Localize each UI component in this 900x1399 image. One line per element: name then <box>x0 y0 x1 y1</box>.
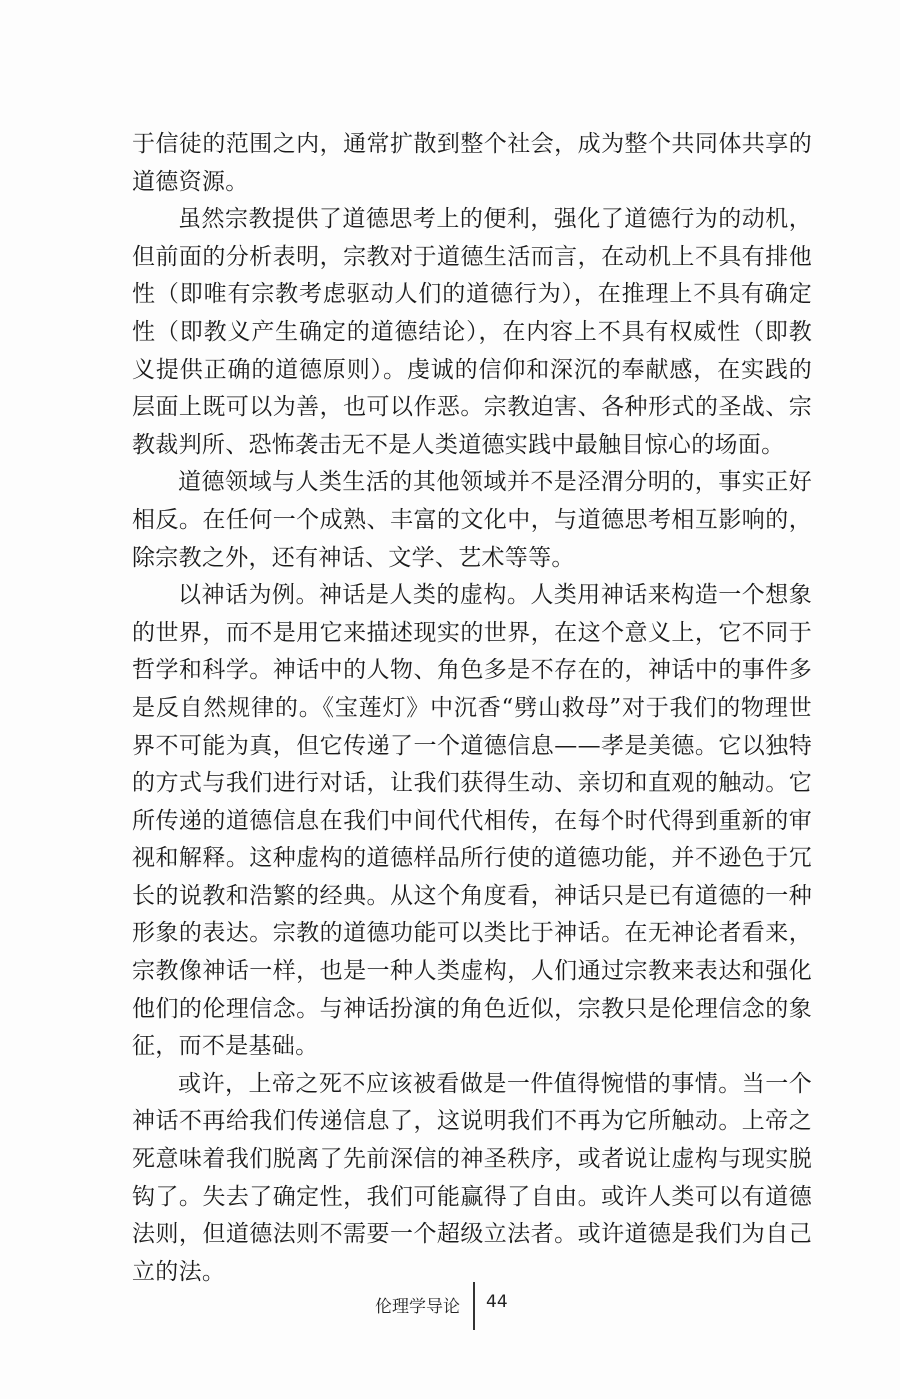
footer-divider <box>473 1282 475 1330</box>
page-number: 44 <box>486 1292 508 1312</box>
paragraph-religion-morality: 虽然宗教提供了道德思考上的便利，强化了道德行为的动机，但前面的分析表明，宗教对于道德生活而言，在动机上不具有排他性（即唯有宗教考虑驱动人们的道德行为），在推理上不具有确定性（即教义产生确定的道德结论），在内容上不具有权威性（即教义提供正确的道德原则）。虔诚的信仰和深沉的奉献感，在实践的层面上既可以为善，也可以作恶。宗教迫害、各种形式的圣战、宗教裁判所、恐怖袭击无不是人类道德实践中最触目惊心的场面。 <box>132 206 812 458</box>
paragraph-domains: 道德领域与人类生活的其他领域并不是泾渭分明的，事实正好相反。在任何一个成熟、丰富的文化中，与道德思考相互影响的，除宗教之外，还有神话、文学、艺术等等。 <box>132 469 812 571</box>
body-text <box>132 126 812 1291</box>
paragraph-death-of-god: 或许，上帝之死不应该被看做是一件值得惋惜的事情。当一个神话不再给我们传递信息了，这说明我们不再为它所触动。上帝之死意味着我们脱离了先前深信的神圣秩序，或者说让虚构与现实脱钩了。失去了确定性，我们可能赢得了自由。或许人类可以有道德法则，但道德法则不需要一个超级立法者。或许道德是我们为自己立的法。 <box>132 1070 812 1285</box>
book-title: 伦理学导论 <box>375 1297 460 1317</box>
page-footer <box>0 1282 900 1342</box>
paragraph-myth: 以神话为例。神话是人类的虚构。人类用神话来构造一个想象的世界，而不是用它来描述现实的世界，在这个意义上，它不同于哲学和科学。神话中的人物、角色多是不存在的，神话中的事件多是反自然规律的。《宝莲灯》中沉香“劈山救母”对于我们的物理世界不可能为真，但它传递了一个道德信息——孝是美德。它以独特的方式与我们进行对话，让我们获得生动、亲切和直观的触动。它所传递的道德信息在我们中间代代相传，在每个时代得到重新的审视和解释。这种虚构的道德样品所行使的道德功能，并不逊色于冗长的说教和浩繁的经典。从这个角度看，神话只是已有道德的一种形象的表达。宗教的道德功能可以类比于神话。在无神论者看来，宗教像神话一样，也是一种人类虚构，人们通过宗教来表达和强化他们的伦理信念。与神话扮演的角色近似，宗教只是伦理信念的象征，而不是基础。 <box>132 582 812 1060</box>
paragraph-continued: 于信徒的范围之内，通常扩散到整个社会，成为整个共同体共享的道德资源。 <box>132 131 812 195</box>
